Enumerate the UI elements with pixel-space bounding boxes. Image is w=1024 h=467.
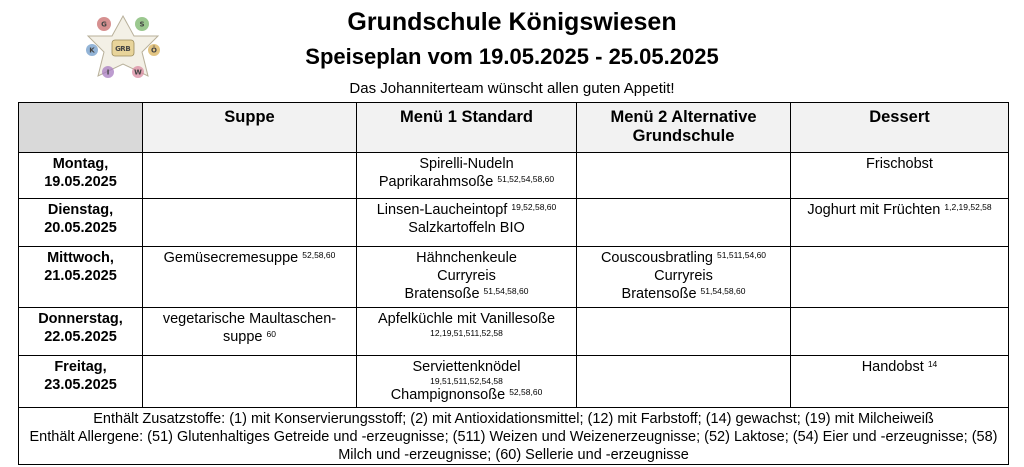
soup-cell — [143, 199, 357, 247]
dish-line — [794, 155, 1005, 173]
logo-letter-4: Ö — [151, 46, 157, 55]
dish-name: Frischobst — [866, 156, 933, 172]
menu1-cell — [357, 153, 577, 199]
logo-letter-1: G — [101, 20, 107, 29]
dessert-cell — [791, 153, 1009, 199]
logo-letter-8: R — [120, 45, 126, 53]
dish-name: Bratensoße — [404, 286, 480, 302]
allergen-codes: 51,52,54,58,60 — [497, 174, 555, 184]
dish-name: vegetarische Maultaschen- — [162, 311, 337, 327]
logo-letter-9: B — [125, 45, 131, 53]
table-row — [19, 199, 1009, 247]
dish-name: Champignonsoße — [390, 387, 506, 403]
day-name: Dienstag, — [47, 202, 114, 218]
dish-line — [360, 386, 573, 404]
day-date: 21.05.2025 — [44, 268, 117, 284]
dish-name: Hähnchenkeule — [416, 250, 517, 266]
plan-title: Speiseplan vom 19.05.2025 - 25.05.2025 — [305, 44, 719, 69]
dessert-cell — [791, 199, 1009, 247]
allergen-codes: 52,58,60 — [509, 387, 543, 397]
dish-name: suppe — [222, 329, 263, 345]
dessert-cell — [791, 308, 1009, 356]
table-header-row — [19, 103, 1009, 153]
allergen-codes: 19,51,511,52,54,58 — [430, 376, 503, 386]
soup-cell — [143, 247, 357, 308]
day-name: Mittwoch, — [47, 250, 114, 266]
dish-name: Spirelli-Nudeln — [419, 156, 514, 172]
soup-cell — [143, 308, 357, 356]
day-date: 22.05.2025 — [44, 329, 117, 345]
day-cell — [19, 356, 143, 408]
column-header-dessert: Dessert — [791, 103, 1009, 153]
dish-line — [360, 249, 573, 267]
school-title: Grundschule Königswiesen — [347, 8, 677, 36]
day-cell — [19, 153, 143, 199]
allergen-codes: 60 — [266, 329, 276, 339]
dish-name: Handobst — [861, 359, 924, 375]
menu1-cell — [357, 308, 577, 356]
allergen-codes: 51,54,58,60 — [700, 286, 746, 296]
dish-name: Serviettenknödel — [412, 359, 521, 375]
additives-note: Enthält Zusatzstoffe: (1) mit Konservierungsstoff; (2) mit Antioxidationsmittel; (12) mit Farbstoff; (14) gewachst; (19) mit Milcheiweiß — [93, 411, 934, 427]
menu2-cell — [577, 199, 791, 247]
logo-letter-2: S — [139, 20, 145, 29]
dish-line — [360, 173, 573, 191]
allergen-codes: 12,19,51,511,52,58 — [430, 328, 503, 338]
dish-name: Paprikarahmsoße — [378, 174, 494, 190]
allergen-codes: 1,2,19,52,58 — [944, 202, 992, 212]
day-cell — [19, 308, 143, 356]
allergen-codes: 51,511,54,60 — [717, 250, 767, 260]
day-name: Donnerstag, — [38, 311, 123, 327]
column-header-menu2: Menü 2 Alternative Grundschule — [577, 103, 791, 153]
menu1-cell — [357, 199, 577, 247]
dish-line — [580, 249, 787, 267]
dish-line — [360, 358, 573, 386]
dish-line — [146, 328, 353, 346]
menu2-cell — [577, 308, 791, 356]
notes-row — [19, 408, 1009, 465]
dish-line — [360, 219, 573, 237]
day-date: 19.05.2025 — [44, 174, 117, 190]
notes-cell — [19, 408, 1009, 465]
dish-line — [360, 155, 573, 173]
soup-cell — [143, 356, 357, 408]
menu2-cell — [577, 356, 791, 408]
table-row — [19, 356, 1009, 408]
dish-name: Joghurt mit Früchten — [807, 202, 941, 218]
dish-name: Linsen-Laucheintopf — [376, 202, 508, 218]
dessert-cell — [791, 247, 1009, 308]
day-name: Freitag, — [54, 359, 107, 375]
dish-line — [360, 310, 573, 338]
menu-table — [18, 102, 1009, 465]
table-row — [19, 247, 1009, 308]
dish-name: Curryreis — [437, 268, 496, 284]
dish-line — [580, 285, 787, 303]
soup-cell — [143, 153, 357, 199]
column-header-menu1: Menü 1 Standard — [357, 103, 577, 153]
allergen-codes: 14 — [927, 359, 938, 369]
table-row — [19, 308, 1009, 356]
column-header-soup: Suppe — [143, 103, 357, 153]
dish-name: Bratensoße — [621, 286, 697, 302]
dish-line — [360, 285, 573, 303]
day-cell — [19, 199, 143, 247]
greeting-text: Das Johanniterteam wünscht allen guten Appetit! — [349, 80, 675, 97]
dish-name: Gemüsecremesuppe — [163, 250, 299, 266]
menu2-cell — [577, 153, 791, 199]
day-name: Montag, — [52, 156, 109, 172]
logo-letter-6: W — [134, 68, 142, 77]
dish-name: Couscousbratling — [600, 250, 713, 266]
dish-name: Apfelküchle mit Vanillesoße — [377, 311, 556, 327]
dish-line — [794, 201, 1005, 219]
dish-line — [146, 310, 353, 328]
menu1-cell — [357, 247, 577, 308]
dessert-cell — [791, 356, 1009, 408]
table-row — [19, 153, 1009, 199]
logo-letter-3: K — [89, 46, 95, 55]
logo-letter-7: G — [115, 45, 121, 53]
allergen-codes: 51,54,58,60 — [483, 286, 529, 296]
dish-line — [794, 358, 1005, 376]
logo-letter-5: I — [106, 68, 110, 77]
day-date: 20.05.2025 — [44, 220, 117, 236]
allergen-codes: 19,52,58,60 — [511, 202, 557, 212]
dish-name: Salzkartoffeln BIO — [408, 220, 525, 236]
menu2-cell — [577, 247, 791, 308]
allergen-codes: 52,58,60 — [302, 250, 336, 260]
dish-line — [360, 267, 573, 285]
dish-line — [580, 267, 787, 285]
header-corner-cell — [19, 103, 143, 153]
day-date: 23.05.2025 — [44, 377, 117, 393]
dish-line — [146, 249, 353, 267]
dish-name: Curryreis — [654, 268, 713, 284]
dish-line — [360, 201, 573, 219]
menu1-cell — [357, 356, 577, 408]
day-cell — [19, 247, 143, 308]
allergens-note: Enthält Allergene: (51) Glutenhaltiges Getreide und -erzeugnisse; (511) Weizen und Weizenerzeugnisse; (52) Laktose; (54) Eier und -erzeugnisse; (58) Milch und -erzeugnisse; (60) Sellerie und -erzeugnisse — [29, 429, 998, 463]
